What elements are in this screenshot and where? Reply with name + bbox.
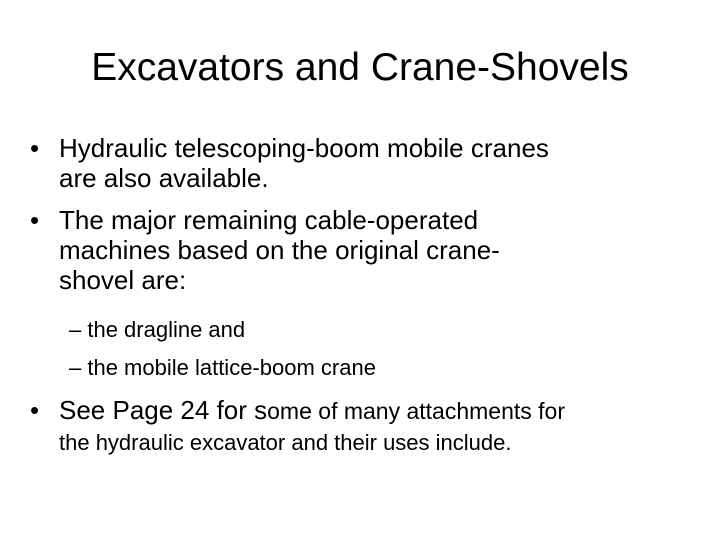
bullet-text (59, 133, 549, 193)
bullet-symbol: • (30, 205, 40, 235)
bullet-symbol: • (30, 133, 40, 163)
sub-item-lattice-boom-crane: – the mobile lattice-boom crane (69, 355, 376, 380)
bullet-text-large: See Page 24 for s (59, 395, 268, 425)
bullet-text (59, 205, 500, 295)
sub-item-dragline: – the dragline and (69, 317, 246, 342)
bullet-line: the hydraulic excavator and their uses include. (59, 430, 512, 455)
slide-title: Excavators and Crane-Shovels (91, 46, 629, 89)
bullet-line: Hydraulic telescoping-boom mobile cranes (59, 133, 549, 163)
bullet-symbol: • (30, 395, 40, 425)
bullet-line: The major remaining cable-operated (59, 205, 479, 235)
bullet-text-small: ome of many attachments for (267, 398, 565, 424)
bullet-line: are also available. (59, 163, 269, 193)
bullet-line: shovel are: (59, 265, 187, 295)
bullet-line (59, 395, 565, 425)
bullet-line: machines based on the original crane- (59, 235, 500, 265)
bullet-item-3 (30, 394, 710, 464)
